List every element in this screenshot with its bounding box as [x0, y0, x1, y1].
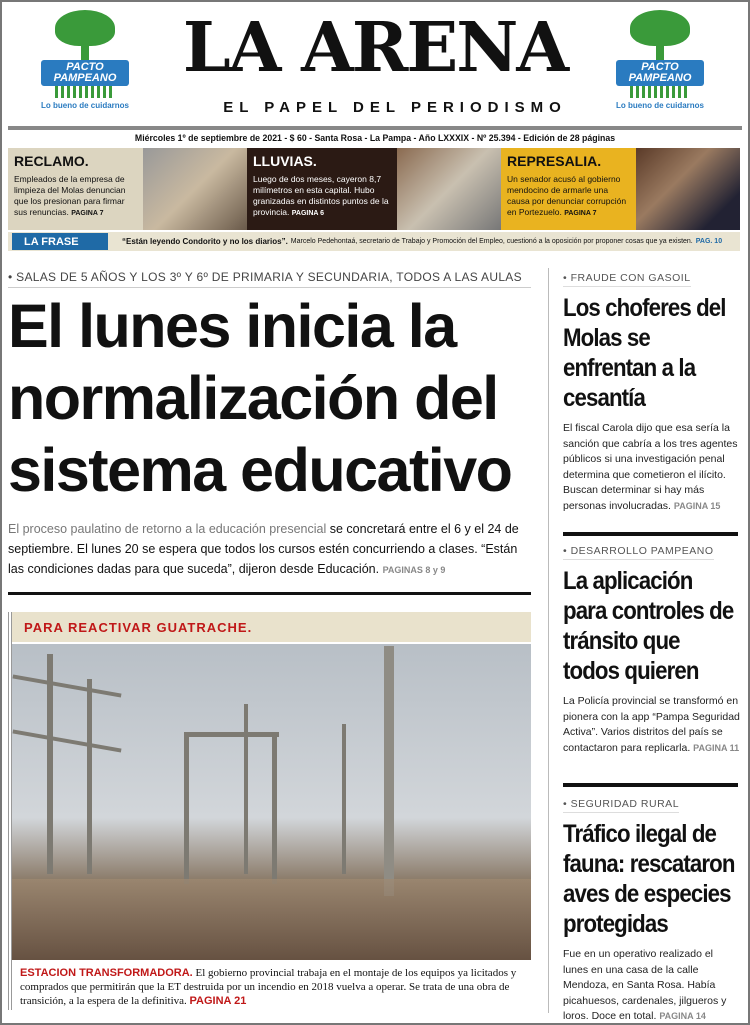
side-headline: Tráfico ilegal de fauna: rescataron aves de especies protegidas	[563, 820, 735, 938]
tree-icon	[50, 10, 120, 60]
frase-page: PAG. 10	[695, 238, 723, 245]
logo-line1: PACTO	[66, 61, 104, 73]
side-page: PAGINA 14	[659, 1011, 706, 1021]
lead-kicker: • SALAS DE 5 AÑOS Y LOS 3º Y 6º DE PRIMARIA Y SECUNDARIA, TODOS A LAS AULAS	[8, 270, 531, 288]
logo-line2: PAMPEANO	[628, 72, 692, 84]
logo-tag: Lo bueno de cuidarnos	[615, 101, 704, 110]
headline-line: normalización del	[8, 364, 498, 432]
teaser-photo	[636, 148, 740, 230]
pacto-pampeano-logo-right	[610, 10, 710, 110]
pacto-pampeano-logo-left	[35, 10, 135, 110]
divider	[8, 126, 742, 130]
caption-page: PAGINA 21	[189, 995, 247, 1007]
side-story-seguridad[interactable]	[563, 794, 741, 1025]
masthead	[165, 0, 585, 122]
frase-label: LA FRASE	[12, 233, 108, 250]
caption-label: ESTACION TRANSFORMADORA.	[20, 967, 193, 979]
teaser-photo	[143, 148, 247, 230]
headline-line: El lunes inicia la	[8, 292, 456, 360]
side-headline: La aplicación para controles de tránsito que todos quieren	[563, 567, 734, 685]
side-text: El fiscal Carola dijo que esa sería la sanción que cabría a los tres agentes públicos si una investigación penal determina que cometieron el ilícito. Buscan determinar si hay más personas involucradas.	[563, 422, 738, 512]
photo-kicker: PARA REACTIVAR GUATRACHE.	[12, 612, 531, 642]
teaser-page: PAGINA 7	[564, 210, 597, 217]
side-headline: Los choferes del Molas se enfrentan a la cesantía	[563, 294, 726, 412]
photo-story	[8, 612, 531, 1010]
side-story-fraude[interactable]	[563, 268, 741, 514]
deck-text: se concretará entre el 6 y el 24 de septiembre. El lunes 20 se espera que todos los cursos estén concurriendo a clases. “Están las condiciones dadas para que suceda”, dijeron desde Educación.	[8, 522, 519, 576]
caption-text: El gobierno provincial trabaja en el montaje de los equipos ya licitados y comprados que permitirán que la ET destruida por un incendio en 2018 vuelva a operar. Se trata de una obra de transición, a la espera de la definitiva.	[20, 967, 517, 1007]
teaser-title: LLUVIAS.	[253, 153, 317, 169]
substation-photo	[12, 644, 531, 960]
divider	[563, 783, 738, 787]
deck-page: PAGINAS 8 y 9	[382, 565, 446, 575]
side-kicker: • FRAUDE CON GASOIL	[563, 272, 691, 287]
teaser-photo	[397, 148, 501, 230]
side-kicker: • DESARROLLO PAMPEANO	[563, 545, 714, 560]
deck-lead-in: El proceso paulatino de retorno a la educación presencial	[8, 522, 327, 536]
teaser-text: Luego de dos meses, cayeron 8,7 milímetros en esta capital. Hubo granizadas en distintos puntos de la provincia.	[253, 174, 389, 217]
teaser-page: PAGINA 6	[291, 210, 325, 217]
tree-icon	[625, 10, 695, 60]
logo-line2: PAMPEANO	[53, 72, 117, 84]
teaser-reclamo[interactable]	[8, 148, 143, 230]
frase-text: Marcelo Pedehontaá, secretario de Trabajo y Promoción del Empleo, cuestionó a la oposición por proponer cosas que ya existen.	[290, 238, 693, 245]
teaser-strip	[8, 148, 740, 230]
la-frase-bar	[8, 232, 740, 251]
newspaper-title: LA ARENA	[182, 8, 568, 88]
column-divider	[548, 268, 549, 1013]
lead-headline[interactable]	[8, 290, 538, 506]
side-page: PAGINA 15	[673, 500, 721, 511]
teaser-page: PAGINA 7	[71, 210, 104, 217]
teaser-title: RECLAMO.	[14, 153, 89, 169]
teaser-represalia[interactable]	[501, 148, 636, 230]
side-text: Fue en un operativo realizado el lunes en una casa de la calle Mendoza, en Santa Rosa. Había picahuesos, cardenales, jilgueros y loros. Doce en total.	[563, 948, 727, 1022]
newspaper-tagline: EL PAPEL DEL PERIODISMO	[223, 99, 567, 116]
divider	[563, 532, 738, 536]
frase-quote: “Están leyendo Condorito y no los diarios”.	[122, 237, 288, 246]
lead-deck	[8, 519, 536, 580]
headline-line: sistema educativo	[8, 436, 512, 504]
teaser-title: REPRESALIA.	[507, 153, 602, 169]
divider	[8, 592, 531, 595]
photo-caption	[12, 960, 531, 1014]
logo-tag: Lo bueno de cuidarnos	[40, 101, 129, 110]
logo-line1: PACTO	[641, 61, 679, 73]
teaser-text: Empleados de la empresa de limpieza del Molas denuncian que los presionan para firmar sus renuncias.	[14, 174, 126, 217]
side-page: PAGINA 11	[693, 742, 740, 753]
side-kicker: • SEGURIDAD RURAL	[563, 798, 679, 813]
side-story-desarrollo[interactable]	[563, 541, 741, 756]
teaser-lluvias[interactable]	[247, 148, 397, 230]
dateline: Miércoles 1º de septiembre de 2021 - $ 60 - Santa Rosa - La Pampa - Año LXXXIX - Nº 25.394 - Edición de 28 páginas	[134, 133, 616, 144]
side-text: La Policía provincial se transformó en pionera con la app “Pampa Seguridad Activa”. Varios distritos del país se contactaron para replicarla.	[563, 695, 740, 754]
teaser-text: Un senador acusó al gobierno mendocino de armarle una causa por denunciar corrupción en Portezuelo.	[507, 174, 627, 217]
